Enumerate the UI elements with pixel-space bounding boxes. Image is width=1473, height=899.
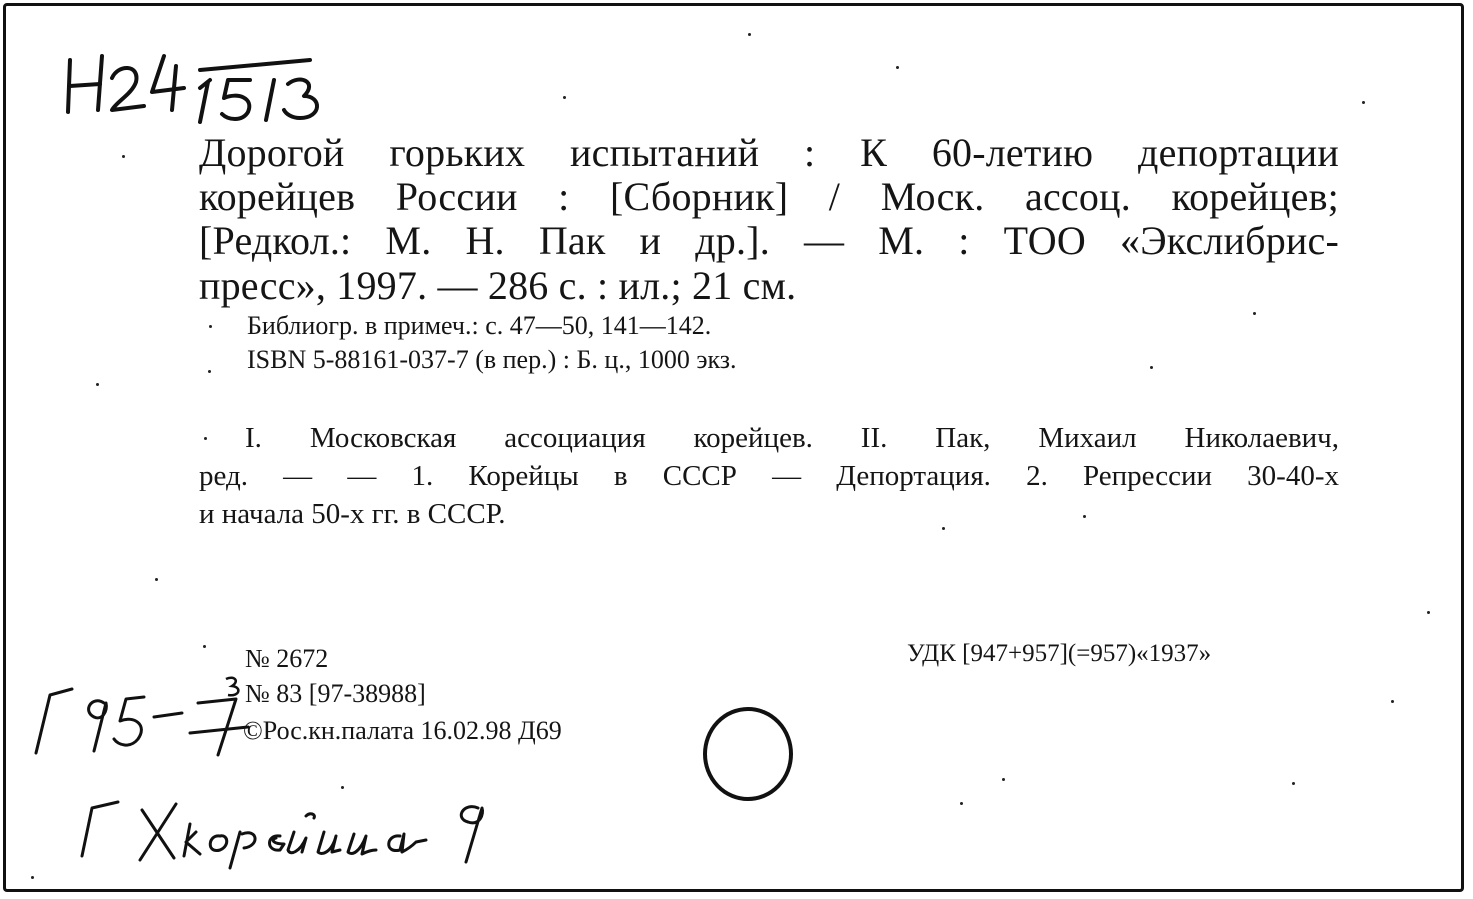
dust-speck bbox=[1292, 782, 1295, 785]
dust-speck bbox=[1083, 515, 1086, 518]
handwritten-left-code bbox=[22, 675, 262, 765]
bibliography-note: Библиогр. в примеч.: с. 47—50, 141—142. bbox=[247, 311, 712, 340]
dust-speck bbox=[31, 876, 34, 879]
dust-speck bbox=[1362, 101, 1365, 104]
dust-speck bbox=[1253, 312, 1256, 315]
dust-speck bbox=[896, 66, 899, 69]
dust-speck bbox=[960, 802, 963, 805]
dust-speck bbox=[748, 33, 751, 36]
copyright-line: ©Рос.кн.палата 16.02.98 Д69 bbox=[243, 716, 562, 745]
dust-speck bbox=[96, 383, 99, 386]
dust-speck bbox=[1002, 778, 1005, 781]
handwritten-shelf-mark bbox=[60, 30, 330, 125]
dust-speck bbox=[1391, 700, 1394, 703]
dust-speck bbox=[155, 578, 158, 581]
udc-code: УДК [947+957](=957)«1937» bbox=[907, 640, 1212, 667]
card-number-1: № 2672 bbox=[245, 644, 329, 673]
dust-speck bbox=[209, 325, 212, 328]
dust-speck bbox=[204, 437, 207, 440]
dust-speck bbox=[942, 527, 945, 530]
dust-speck bbox=[1427, 611, 1430, 614]
title-line-3: [Редкол.: М. Н. Пак и др.]. — М. : ТОО «Экслибрис- bbox=[199, 218, 1339, 263]
title-line-2: корейцев России : [Сборник] / Моск. ассоц. корейцев; bbox=[199, 174, 1339, 219]
dust-speck bbox=[122, 155, 125, 158]
dust-speck bbox=[203, 645, 206, 648]
subject-line-2: ред. — — 1. Корейцы в СССР — Депортация. 2. Репрессии 30-40-х bbox=[199, 460, 1339, 492]
dust-speck bbox=[208, 370, 211, 373]
isbn-note: ISBN 5-88161-037-7 (в пер.) : Б. ц., 1000 экз. bbox=[247, 345, 737, 374]
dust-speck bbox=[341, 786, 344, 789]
title-line-4: пресс», 1997. — 286 с. : ил.; 21 см. bbox=[199, 263, 797, 308]
dust-speck bbox=[563, 96, 566, 99]
title-line-1: Дорогой горьких испытаний : К 60-летию депортации bbox=[199, 130, 1339, 175]
subject-line-1: I. Московская ассоциация корейцев. II. Пак, Михаил Николаевич, bbox=[245, 422, 1339, 454]
subject-line-3: и начала 50-х гг. в СССР. bbox=[199, 498, 506, 530]
card-number-2: № 83 [97-38988] bbox=[245, 679, 426, 708]
handwritten-bottom-note bbox=[70, 780, 510, 870]
circle-mark bbox=[700, 704, 796, 804]
dust-speck bbox=[1150, 366, 1153, 369]
